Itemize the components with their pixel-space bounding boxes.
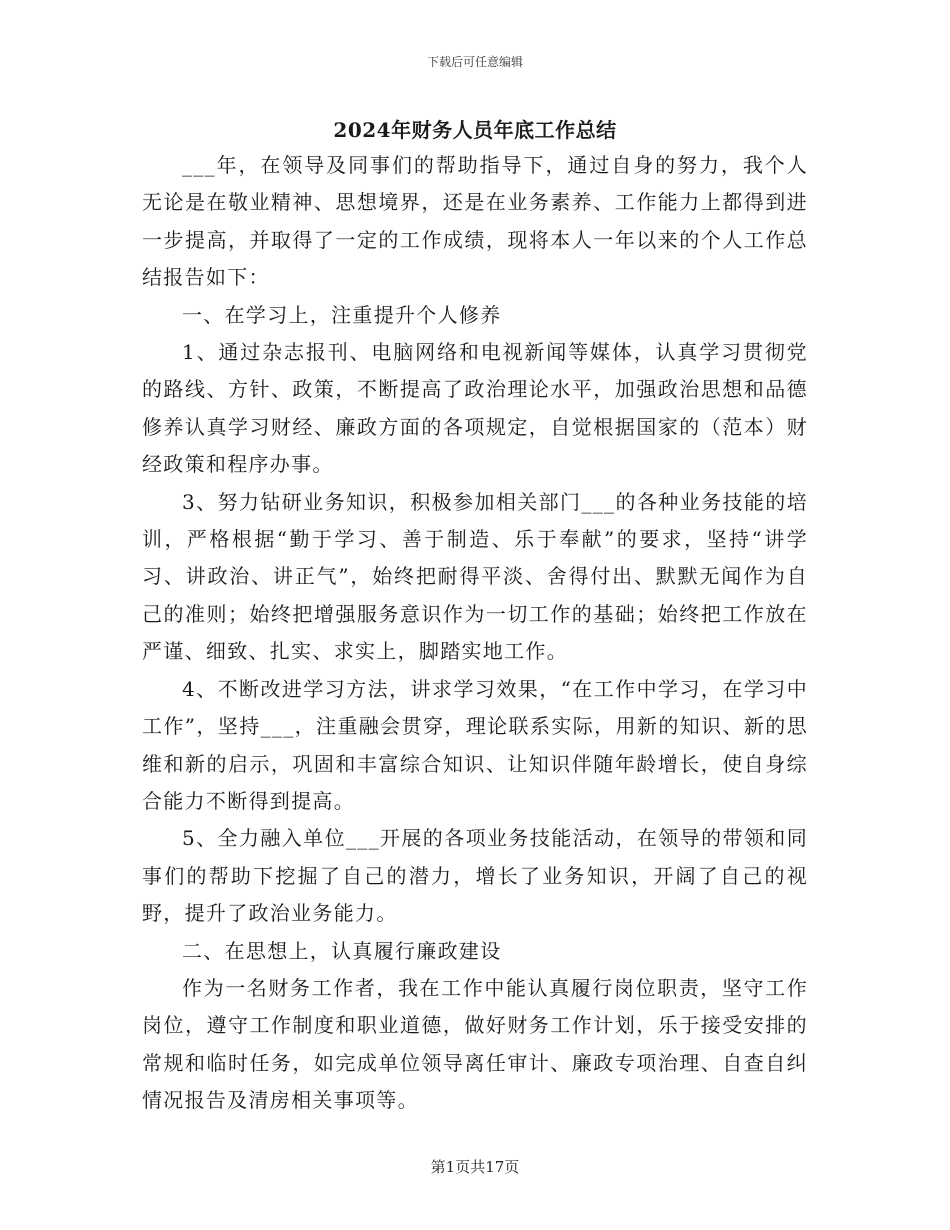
section-heading-study: 一、在学习上，注重提升个人修养	[182, 302, 502, 327]
document-body	[142, 147, 808, 1120]
paragraph-integrity: 作为一名财务工作者，我在工作中能认真履行岗位职责，坚守工作岗位，遵守工作制度和职业道德，做好财务工作计划，乐于接受安排的常规和临时任务，如完成单位领导离任审计、廉政专项治理、自查自纠情况报告及清房相关事项等。	[142, 975, 808, 1113]
paragraph-item-1: 1、通过杂志报刊、电脑网络和电视新闻等媒体，认真学习贯彻党的路线、方针、政策，不断提高了政治理论水平，加强政治思想和品德修养认真学习财经、廉政方面的各项规定，自觉根据国家的（范本）财经政策和程序办事。	[142, 340, 808, 477]
document-title: 2024年财务人员年底工作总结	[333, 118, 617, 142]
paragraph-item-4: 4、不断改进学习方法，讲求学习效果，“在工作中学习，在学习中工作”，坚持___，注重融会贯穿，理论联系实际，用新的知识、新的思维和新的启示，巩固和丰富综合知识、让知识伴随年龄增长，使自身综合能力不断得到提高。	[142, 676, 808, 813]
paragraph-intro: ___年，在领导及同事们的帮助指导下，通过自身的努力，我个人无论是在敬业精神、思想境界，还是在业务素养、工作能力上都得到进一步提高，并取得了一定的工作成绩，现将本人一年以来的个人工作总结报告如下：	[142, 153, 808, 290]
section-heading-ideology: 二、在思想上，认真履行廉政建设	[182, 938, 502, 963]
page-number: 第1页共17页	[430, 1158, 520, 1176]
paragraph-item-3: 3、努力钻研业务知识，积极参加相关部门___的各种业务技能的培训，严格根据“勤于学习、善于制造、乐于奉献”的要求，坚持“讲学习、讲政治、讲正气”，始终把耐得平淡、舍得付出、默默无闻作为自己的准则；始终把增强服务意识作为一切工作的基础；始终把工作放在严谨、细致、扎实、求实上，脚踏实地工作。	[142, 489, 808, 664]
header-note: 下载后可任意编辑	[426, 55, 523, 69]
paragraph-item-5: 5、全力融入单位___开展的各项业务技能活动，在领导的带领和同事们的帮助下挖掘了自己的潜力，增长了业务知识，开阔了自己的视野，提升了政治业务能力。	[142, 826, 808, 926]
